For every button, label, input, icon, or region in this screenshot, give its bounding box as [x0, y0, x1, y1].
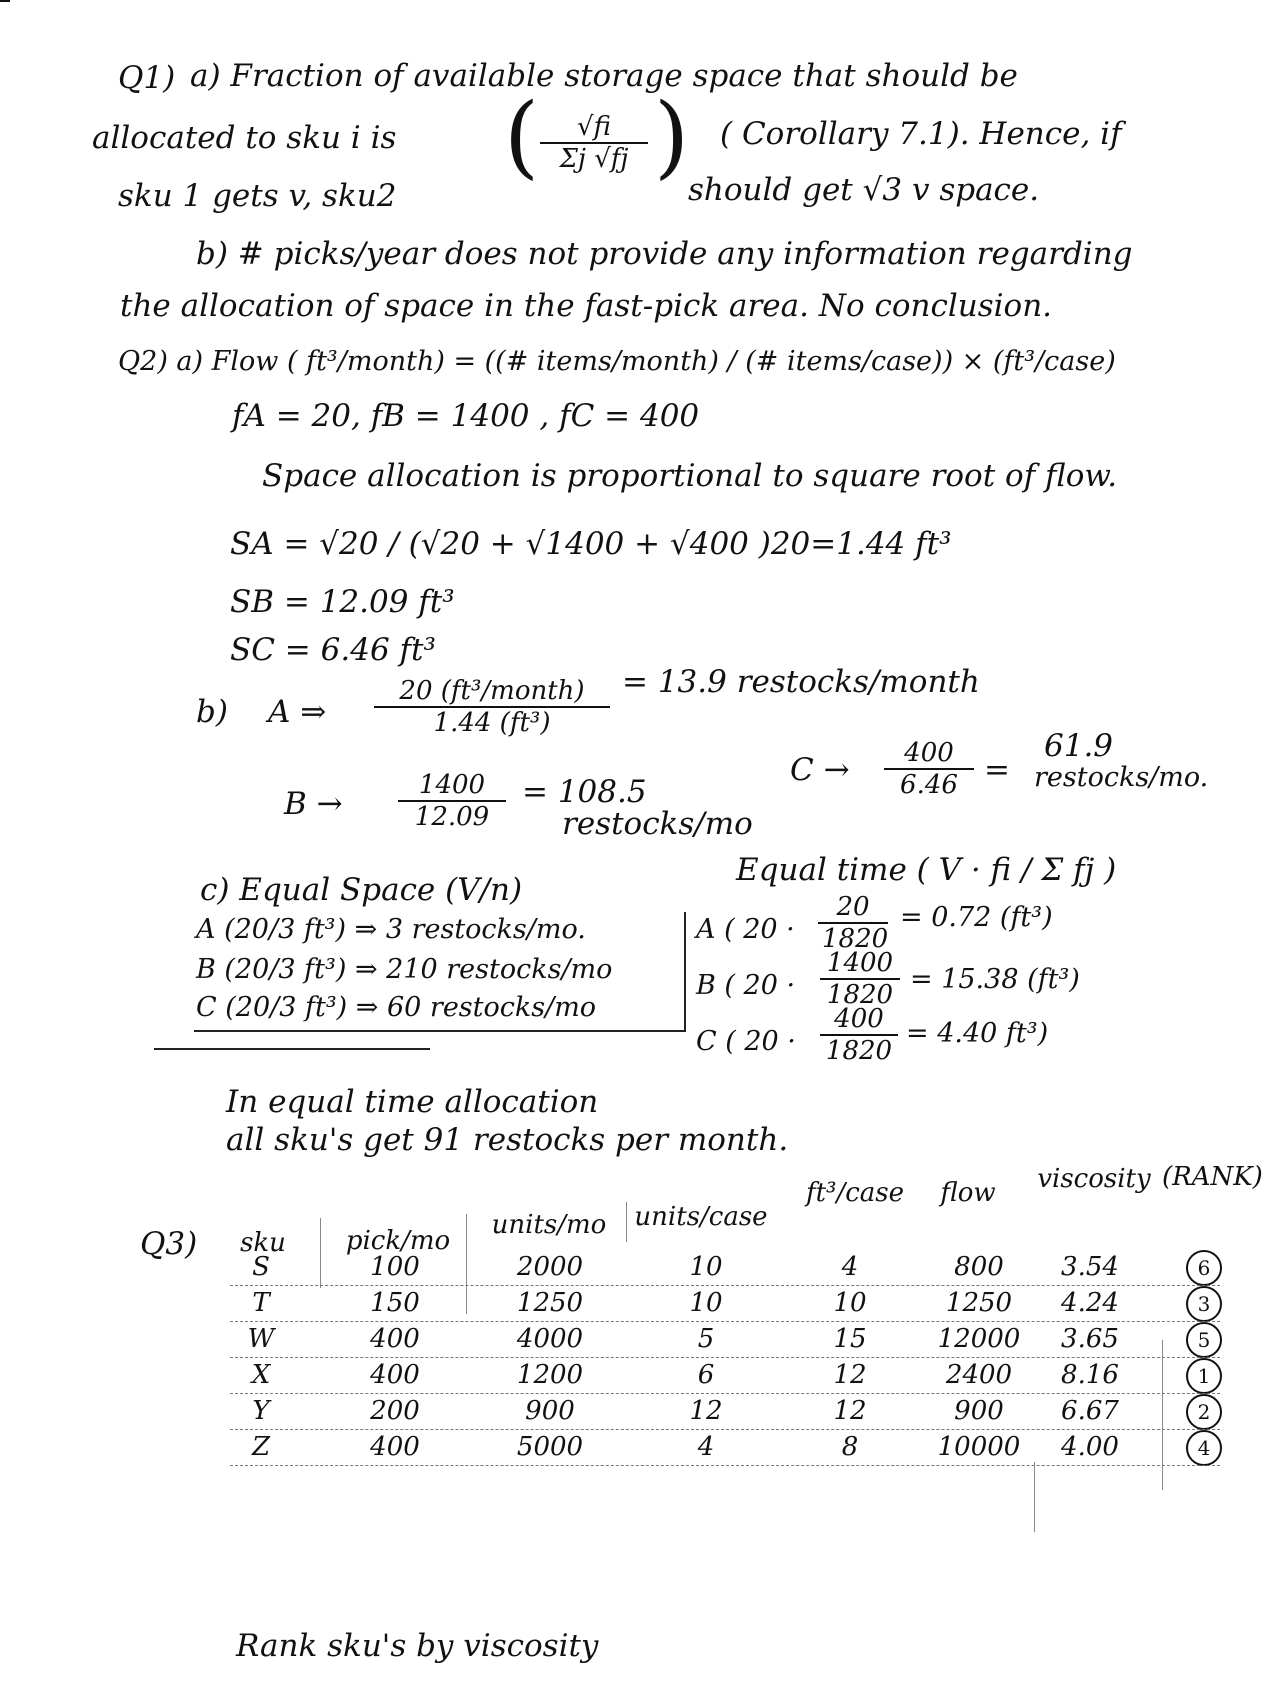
- section-divider: [154, 1048, 430, 1050]
- q3-cell-pick: 150: [370, 1288, 420, 1318]
- q3-cell-ft3-case: 12: [833, 1396, 867, 1426]
- q3-rank-circle: 4: [1186, 1430, 1222, 1466]
- q2-c-eq-time-b-num: 1400: [820, 948, 900, 980]
- q1-b-line2: the allocation of space in the fast-pick area. No conclusion.: [120, 288, 1053, 324]
- q2-c-eq-time-c-num: 400: [820, 1004, 898, 1036]
- q3-header-viscosity: viscosity: [1037, 1164, 1151, 1194]
- q3-col-divider-1: [320, 1218, 321, 1288]
- q2-c-eq-space-c: C (20/3 ft³) ⇒ 60 restocks/mo: [196, 992, 597, 1023]
- q3-cell-ft3-case: 12: [833, 1360, 867, 1390]
- q1-formula: [540, 112, 648, 174]
- q1-b-line1: b) # picks/year does not provide any information regarding: [196, 236, 1133, 272]
- q2-c-eq-time-b-prefix: B ( 20 ·: [696, 970, 796, 1001]
- q2-conclusion-line1: In equal time allocation: [226, 1084, 599, 1120]
- q2-sa: SA = √20 / (√20 + √1400 + √400 )20=1.44 ft³: [230, 526, 952, 562]
- q3-rank-circle: 1: [1186, 1358, 1222, 1394]
- q2-c-eq-time-c-prefix: C ( 20 ·: [696, 1026, 796, 1057]
- q3-cell-ft3-case: 8: [841, 1432, 859, 1462]
- q3-rank-circle: 3: [1186, 1286, 1222, 1322]
- q2-c-eq-time-c-result: = 4.40 ft³): [906, 1018, 1049, 1049]
- q2-c-eq-time-c-fraction: [820, 1004, 898, 1066]
- q3-cell-flow: 800: [954, 1252, 1004, 1282]
- q3-rank-circle: 5: [1186, 1322, 1222, 1358]
- q2-c-eq-time-a-fraction: [818, 892, 888, 954]
- q3-col-divider-5: [1162, 1340, 1163, 1490]
- q3-cell-viscosity: 4.24: [1061, 1288, 1119, 1318]
- q3-col-divider-3: [626, 1202, 627, 1242]
- q2-c-label: c) Equal Space (V/n): [200, 872, 523, 908]
- q3-header-units-case: units/case: [634, 1202, 768, 1232]
- q3-col-divider-2: [466, 1214, 467, 1314]
- q3-rank-circle: 6: [1186, 1250, 1222, 1286]
- q3-cell-pick: 200: [370, 1396, 420, 1426]
- q1-formula-numerator: √fi: [540, 112, 648, 144]
- scan-corner-mark: [0, 0, 10, 2]
- q2-b-b-unit: restocks/mo: [562, 806, 753, 842]
- q3-cell-sku: Z: [251, 1432, 271, 1462]
- q2-a-line1: Q2) a) Flow ( ft³/month) = ((# items/month) / (# items/case)) × (ft³/case): [118, 346, 1116, 377]
- q2-b-a-numerator: 20 (ft³/month): [374, 676, 610, 708]
- q2-sb: SB = 12.09 ft³: [230, 584, 455, 620]
- q2-c-eq-time-b-den: 1820: [826, 980, 894, 1010]
- q3-cell-units-case: 4: [697, 1432, 715, 1462]
- q3-row-rule: [230, 1465, 1220, 1466]
- q3-cell-units-case: 10: [689, 1288, 723, 1318]
- q2-b-c-prefix: C →: [790, 752, 850, 788]
- q2-c-eq-time-a-den: 1820: [822, 924, 889, 954]
- q2-b-label: b): [196, 694, 228, 730]
- q2-b-c-numerator: 400: [884, 738, 974, 770]
- q2-c-eq-time-b-fraction: [820, 948, 900, 1010]
- q1-a-line2-left: allocated to sku i is: [92, 120, 397, 156]
- q3-cell-ft3-case: 4: [841, 1252, 859, 1282]
- q3-cell-viscosity: 6.67: [1061, 1396, 1119, 1426]
- q3-header-units-mo: units/mo: [491, 1210, 607, 1240]
- q3-cell-pick: 400: [370, 1360, 420, 1390]
- q3-cell-flow: 1250: [945, 1288, 1013, 1318]
- q3-cell-units-case: 10: [689, 1252, 723, 1282]
- q2-sc: SC = 6.46 ft³: [230, 632, 436, 668]
- q3-cell-sku: S: [252, 1252, 270, 1282]
- q3-cell-flow: 900: [954, 1396, 1004, 1426]
- q3-cell-units-mo: 1250: [516, 1288, 584, 1318]
- q3-cell-pick: 400: [370, 1324, 420, 1354]
- q2-b-a-fraction: [374, 676, 610, 738]
- q2-b-a-prefix: A ⇒: [268, 694, 327, 730]
- q3-cell-sku: T: [252, 1288, 270, 1318]
- q2-b-c-unit: restocks/mo.: [1034, 762, 1209, 793]
- q3-cell-units-mo: 900: [525, 1396, 575, 1426]
- q3-footer: Rank sku's by viscosity: [236, 1628, 599, 1664]
- q2-b-c-equals: =: [984, 752, 1010, 788]
- q3-header-pick: pick/mo: [345, 1226, 451, 1256]
- q2-c-eq-time-a-num: 20: [818, 892, 888, 924]
- q1-a-line3-right: should get √3 v space.: [688, 172, 1040, 208]
- q3-row-rule: [230, 1321, 1220, 1322]
- q3-header-flow: flow: [940, 1178, 996, 1208]
- q3-cell-sku: Y: [252, 1396, 270, 1426]
- q3-cell-sku: X: [251, 1360, 271, 1390]
- q1-a-line1: a) Fraction of available storage space that should be: [190, 58, 1018, 94]
- q2-b-b-prefix: B →: [284, 786, 343, 822]
- q2-b-b-numerator: 1400: [398, 770, 506, 802]
- q3-header-sku: sku: [240, 1228, 286, 1258]
- q2-c-eq-time-label: Equal time ( V · fi / Σ fj ): [736, 852, 1117, 888]
- q3-cell-viscosity: 3.54: [1061, 1252, 1119, 1282]
- q3-cell-units-mo: 5000: [516, 1432, 584, 1462]
- eq-space-box-bottom: [194, 1030, 684, 1032]
- q3-col-divider-4: [1034, 1462, 1035, 1532]
- q3-header-rank: (RANK): [1162, 1162, 1263, 1192]
- q2-b-a-result: = 13.9 restocks/month: [622, 664, 980, 700]
- q3-cell-units-mo: 1200: [516, 1360, 584, 1390]
- q2-c-eq-space-a: A (20/3 ft³) ⇒ 3 restocks/mo.: [196, 914, 586, 945]
- q2-b-c-denominator: 6.46: [900, 770, 958, 800]
- q2-b-a-denominator: 1.44 (ft³): [433, 708, 551, 738]
- q3-row-rule: [230, 1357, 1220, 1358]
- q3-header-ft3-case: ft³/case: [805, 1178, 905, 1208]
- q3-row-rule: [230, 1429, 1220, 1430]
- q3-label: Q3): [140, 1226, 198, 1262]
- q3-cell-units-case: 12: [689, 1396, 723, 1426]
- q2-c-eq-time-c-den: 1820: [825, 1036, 893, 1066]
- q3-cell-viscosity: 8.16: [1061, 1360, 1119, 1390]
- q1-formula-right-paren: ): [654, 84, 690, 189]
- q2-c-eq-space-b: B (20/3 ft³) ⇒ 210 restocks/mo: [196, 954, 613, 985]
- q2-b-c-fraction: [884, 738, 974, 800]
- q3-cell-units-case: 5: [697, 1324, 715, 1354]
- q1-a-line3-left: sku 1 gets v, sku2: [118, 178, 397, 214]
- q3-row-rule: [230, 1285, 1220, 1286]
- q2-c-eq-time-a-result: = 0.72 (ft³): [900, 902, 1053, 933]
- q3-cell-units-case: 6: [697, 1360, 715, 1390]
- q2-conclusion-line2: all sku's get 91 restocks per month.: [226, 1122, 789, 1158]
- q1-formula-denominator: Σj √fj: [559, 144, 629, 174]
- q3-cell-ft3-case: 10: [833, 1288, 867, 1318]
- q2-a-flows: fA = 20, fB = 1400 , fC = 400: [232, 398, 700, 434]
- q3-cell-ft3-case: 15: [833, 1324, 867, 1354]
- q3-cell-flow: 10000: [937, 1432, 1021, 1462]
- q2-a-line3: Space allocation is proportional to square root of flow.: [262, 458, 1118, 494]
- q3-cell-flow: 2400: [945, 1360, 1013, 1390]
- q3-cell-flow: 12000: [937, 1324, 1021, 1354]
- q1-label: Q1): [118, 60, 176, 96]
- q1-a-line2-right: ( Corollary 7.1). Hence, if: [720, 116, 1122, 152]
- q2-c-eq-time-a-prefix: A ( 20 ·: [696, 914, 795, 945]
- q1-formula-left-paren: (: [504, 84, 540, 189]
- q3-row-rule: [230, 1393, 1220, 1394]
- q3-cell-viscosity: 4.00: [1061, 1432, 1119, 1462]
- q2-c-eq-time-b-result: = 15.38 (ft³): [910, 964, 1080, 995]
- q3-cell-units-mo: 4000: [516, 1324, 584, 1354]
- q3-cell-pick: 100: [370, 1252, 420, 1282]
- q2-b-b-result: = 108.5: [522, 774, 647, 810]
- q3-cell-pick: 400: [370, 1432, 420, 1462]
- eq-space-box-right: [684, 912, 686, 1032]
- q2-b-c-value: 61.9: [1044, 728, 1114, 764]
- q3-cell-sku: W: [247, 1324, 275, 1354]
- q3-cell-viscosity: 3.65: [1061, 1324, 1119, 1354]
- q2-b-b-fraction: [398, 770, 506, 832]
- q3-cell-units-mo: 2000: [516, 1252, 584, 1282]
- q3-rank-circle: 2: [1186, 1394, 1222, 1430]
- q2-b-b-denominator: 12.09: [414, 802, 490, 832]
